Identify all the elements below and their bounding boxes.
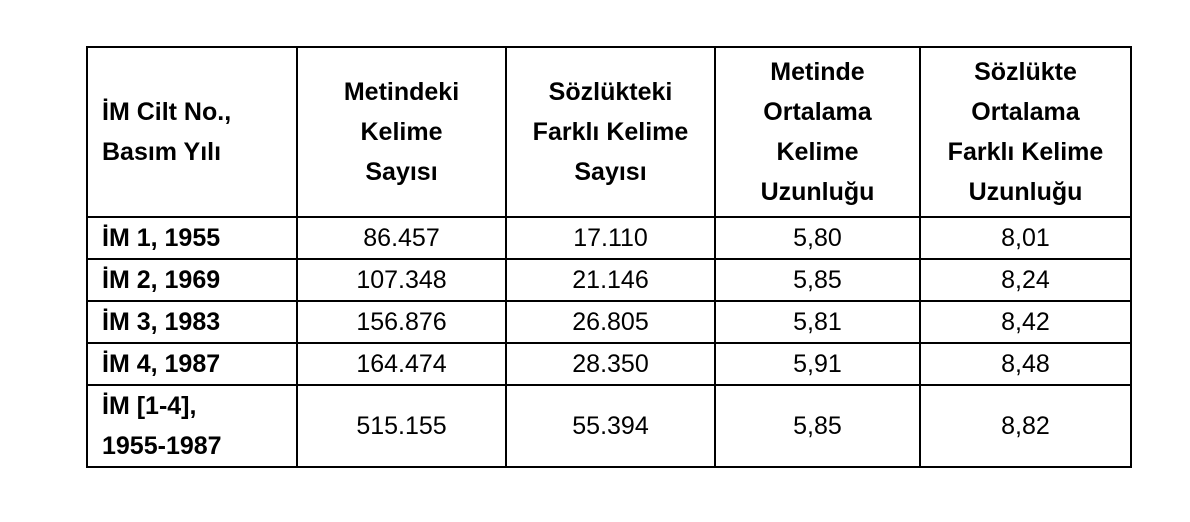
avg-word-length-cell: 5,81 — [715, 301, 920, 343]
avg-distinct-word-length-cell: 8,48 — [920, 343, 1131, 385]
word-count-cell: 164.474 — [297, 343, 506, 385]
row-label: İM 1, 1955 — [87, 217, 297, 259]
avg-distinct-word-length-cell: 8,42 — [920, 301, 1131, 343]
header-word-count: Metindeki Kelime Sayısı — [297, 47, 506, 217]
header-volume-year: İM Cilt No., Basım Yılı — [87, 47, 297, 217]
word-count-cell: 107.348 — [297, 259, 506, 301]
row-label: İM 3, 1983 — [87, 301, 297, 343]
header-row — [87, 47, 1131, 217]
row-label: İM 2, 1969 — [87, 259, 297, 301]
distinct-word-count-cell: 21.146 — [506, 259, 715, 301]
word-count-cell: 86.457 — [297, 217, 506, 259]
header-distinct-word-count: Sözlükteki Farklı Kelime Sayısı — [506, 47, 715, 217]
table-row — [87, 343, 1131, 385]
avg-word-length-cell: 5,85 — [715, 385, 920, 467]
avg-distinct-word-length-cell: 8,82 — [920, 385, 1131, 467]
avg-word-length-cell: 5,91 — [715, 343, 920, 385]
distinct-word-count-cell: 17.110 — [506, 217, 715, 259]
table-row — [87, 259, 1131, 301]
table-row-total — [87, 385, 1131, 467]
table-row — [87, 217, 1131, 259]
statistics-table — [86, 46, 1132, 468]
avg-word-length-cell: 5,85 — [715, 259, 920, 301]
table-row — [87, 301, 1131, 343]
avg-word-length-cell: 5,80 — [715, 217, 920, 259]
row-label: İM 4, 1987 — [87, 343, 297, 385]
word-count-cell: 156.876 — [297, 301, 506, 343]
header-avg-distinct-word-length: Sözlükte Ortalama Farklı Kelime Uzunluğu — [920, 47, 1131, 217]
avg-distinct-word-length-cell: 8,24 — [920, 259, 1131, 301]
row-label: İM [1-4], 1955-1987 — [87, 385, 297, 467]
header-avg-word-length: Metinde Ortalama Kelime Uzunluğu — [715, 47, 920, 217]
distinct-word-count-cell: 28.350 — [506, 343, 715, 385]
avg-distinct-word-length-cell: 8,01 — [920, 217, 1131, 259]
word-count-cell: 515.155 — [297, 385, 506, 467]
distinct-word-count-cell: 55.394 — [506, 385, 715, 467]
distinct-word-count-cell: 26.805 — [506, 301, 715, 343]
